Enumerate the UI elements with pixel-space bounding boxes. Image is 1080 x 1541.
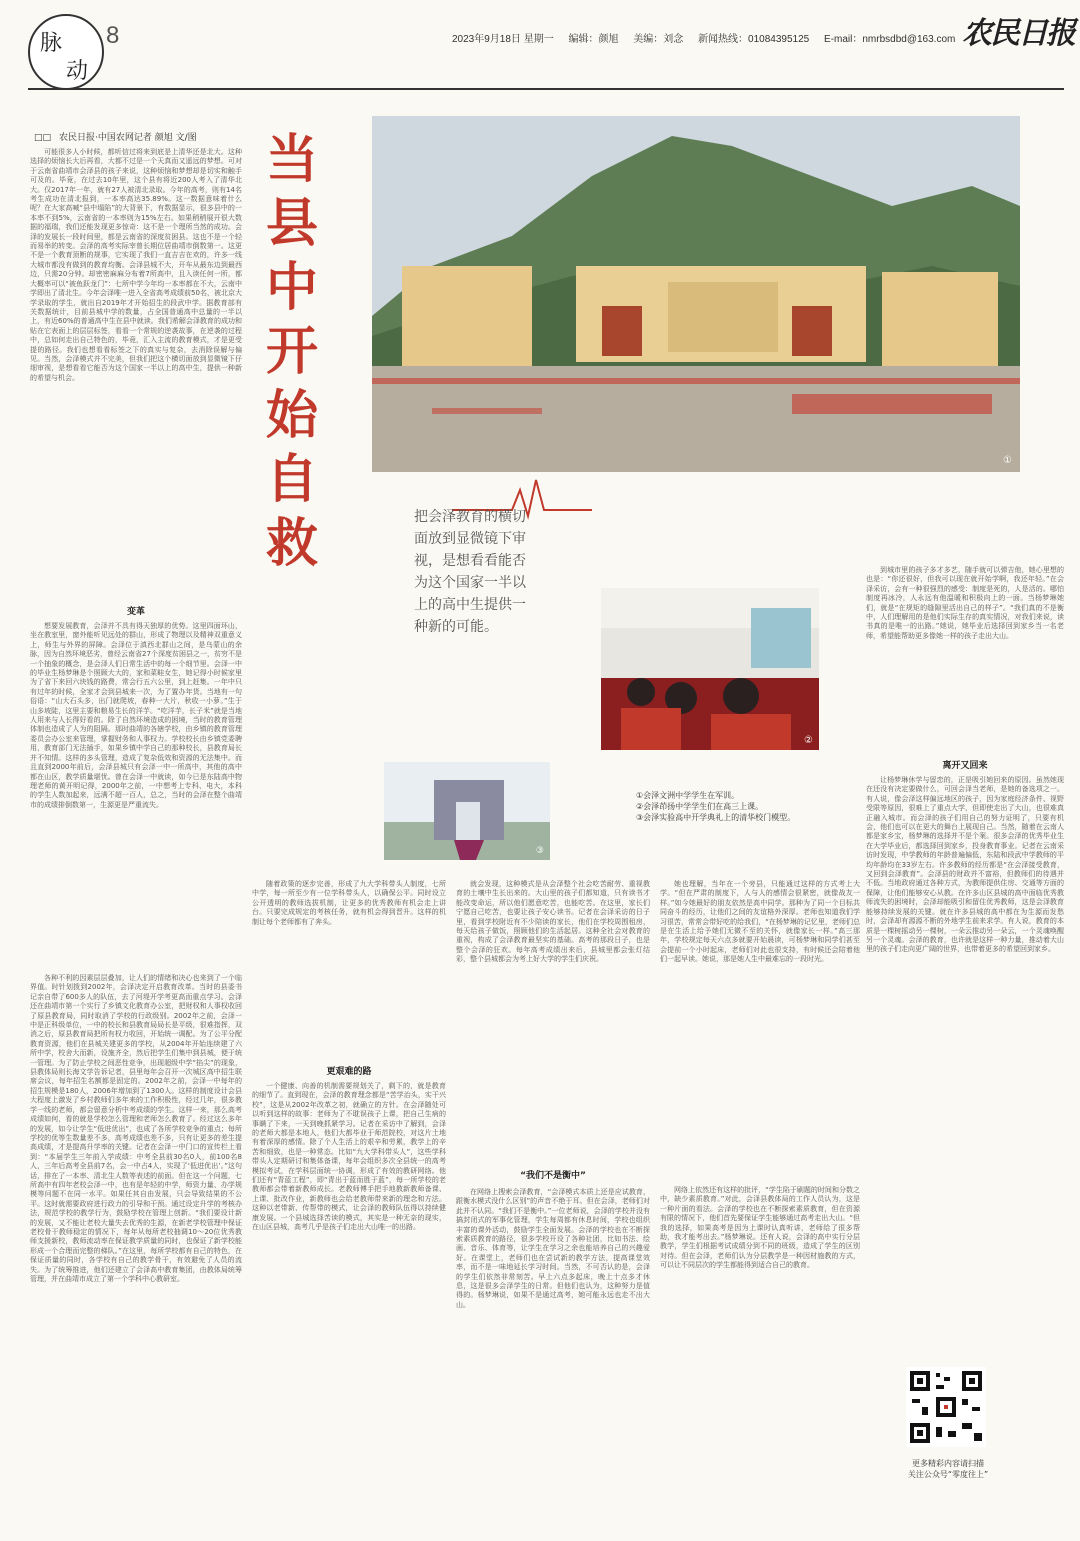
photo-classroom xyxy=(601,588,819,750)
caption-3: ③会泽实验高中开学典礼上的清华校门模型。 xyxy=(636,813,796,822)
section-char-2: 动 xyxy=(66,59,89,84)
article-column-3b xyxy=(456,1188,650,1530)
col2-cont: 随着政策的逐步完善，形成了九大学科带头人制度，七所中学，每一所至少有一位学科带头人，以确保公平。同时设立公开透明的教师选拔机制，让更多的优秀教师有机会走上讲台。只要完成规定的考核任务，就有机会得到晋升。这样的机制让每个老师都有了奔头。 xyxy=(252,880,446,926)
caption-2: ②会泽茚扬中学学生们在高三上课。 xyxy=(636,802,764,811)
photo-mark-3: ③ xyxy=(535,846,544,856)
article-column-4 xyxy=(660,880,860,1180)
section-char-1: 脉 xyxy=(40,31,63,56)
header-divider xyxy=(28,88,1064,90)
section-badge xyxy=(28,14,104,90)
photo-gate-model xyxy=(384,762,550,860)
header-info xyxy=(452,30,967,45)
qr-caption xyxy=(888,1458,1008,1480)
caption-1: ①会泽文洲中学学生在军训。 xyxy=(636,791,740,800)
col1-end: 各种不利的因素层层叠加，让人们的情绪和决心也来到了一个临界值。时针划拨到2002年，会泽决定开启教育改革。当时的县委书记亲自带了600多人的队伍，去了河堤开学考更高而重点学习。会泽还在曲靖市第一个实行了乡镇文化教育办公室，把财权和人事权收回了原县教育局，同时取消了学校的行政级别。2002年之前，会泽一中是正科级单位，一中的校长和县教育局局长是平级，很难指挥，双消之后，原县教育局把所有权力收回，开始统一调配。为了公平分配教育资源，他们在县城关建更多的学校，从2004年开始连续建了六所中学，校舍大而新，设施齐全，然后把学生们集中到县城，便于统一管理。为了防止学校之间恶性竞争，出现超级中学“掐尖”的现象，县教体局则长海文学告诉记者，县里每年会召开一次城区高中招生联席会议，每年招生名额都是固定的。2002年之前，会泽一中每年的招生规模是180人，2006年增加到了1300人。这样的制度设计会县大程度上激发了乡村教师们多年来的工作积极性，经过几年，很多教学一线的老师，都会留意分析中考成绩的学生。这样一来，那么高考成绩如何，看的就是学校怎么管理和老师怎么教育了。经过这么多年的发展，如今让学生“低进优出”，也成了各所学校竞争的重点；每所学校的优等生数量差不多，高考成绩也差不多，只有让更多的差生提高成绩，才是提高升学率的关键。记者在会泽一中门口的宣传栏上看到：“本届学生三年前入学成绩：中考全县前30名0人，前100名8人，三年后高考全县前7名，会一中占4人，实现了‘低进优出’。”这句话，排在了一本率、清北生人数等表述的前面。但在这一个问题，七所高中有四年老校会泽一中，也有是年轻的中学，师资力量、办学规模等问题不在同一水平。如果任其自由发展，只会导致结果的不公平。这时就需要政府进行政力的引导和干预。通过设定升学的考核办法，规范学校的教学行为，鼓励学校在管理上创新。“我们要设计新的发展，又不能让老校大量失去优秀的生源，在新老学校管理中保证老校骨干教师稳定的情况下，每年从每所老校抽调10～20位优秀教师支援新校，教师流动率在保证教学质量的同时，也保证了新学校能形成一个合理而完整的梯队。”在这里，每所学校都有自己的特色，在保证质量的同时，各学校有自己的教学骨干，有效避免了人员的流失。为了统筹推进，他们还建立了会泽高中教育集团，由教体局统筹管理，并在曲靖市成立了第一个学科中心教研室。 xyxy=(30,974,242,1283)
col3-a: 就会发现，这种模式是从会泽整个社会吃苦耐劳、重视教育的土壤中生长出来的。大山里的孩子们都知道，只有读书才能改变命运，所以他们愿意吃苦，也能吃苦。在这里，家长们宁愿自己吃苦，也要让孩子安心读书。记者在会泽采访的日子里，看到学校附近有不少陪读的家长，他们在学校周围租房，每天给孩子做饭，照顾他们的生活起居。这种全社会对教育的重视，构成了会泽教育最坚实的基础。高考的那段日子，也是整个会泽的狂欢。每年高考成绩出来后，县城里都会张灯结彩，整个县城都会为考上好大学的学生们庆祝。 xyxy=(456,880,650,964)
photo-mark-1: ① xyxy=(1003,455,1012,466)
designer-credit: 美编：刘念 xyxy=(633,34,684,45)
subhead-harder-road: 更艰难的路 xyxy=(326,1067,372,1077)
col2-harder: 一个健康、向善的机制需要规划关了，剩下的，就是教育的细节了。直到现在，会泽的教育理念都是“苦学治头，实干兴校”，这是从2002年改革之初，就确立的方针。在会泽随处可以听到这样的故事：老师为了不耽误孩子上课，把自己生病的事瞒了下来，一天到晚抓紧学习。记者在采访中了解到，会泽的老师大都是本地人，他们大都毕业于师范院校，对这片土地有着深厚的感情。除了个人生活上的艰辛和劳累，教学上的辛苦和细致，也是一种常态。比如“九大学科带头人”，这些学科带头人定期研讨和集体备课，每年会组织多次全县统一的高考模拟考试，在学科层面统一协调，形成了有效的教研网络。他们还有“青蓝工程”，即“青出于蓝而胜于蓝”，每一所学校的老教师都会带着新教师成长。老教师傅手把手地教新教师备课、上课、批改作业，新教师也会给老教师带来新的理念和方法。这种以老带新、传帮带的模式，让会泽的教师队伍得以持续健康发展。一个县城选择苦读的模式，其实是一种无奈的现实，在山区县城，高考几乎是孩子们走出大山唯一的出路。 xyxy=(252,1082,446,1232)
qr-code[interactable] xyxy=(906,1367,986,1447)
editor-credit: 编辑：颜旭 xyxy=(568,34,619,45)
page-number: 8 xyxy=(106,22,120,49)
article-column-1c xyxy=(30,974,242,1530)
newspaper-logo: 农民日报 xyxy=(962,16,1074,51)
article-column-5b xyxy=(866,776,1064,1356)
photo-school-campus xyxy=(372,116,1020,472)
byline xyxy=(34,130,214,143)
subhead-leave-return: 离开又回来 xyxy=(942,761,988,771)
news-hotline: 新闻热线：01084395125 xyxy=(698,34,810,45)
subhead-not-involution: “我们不是衡中” xyxy=(520,1171,586,1181)
col1-intro: 可能很多人小时候，都听信过将来到底是上清华还是北大。这种选择的烦恼长大后再看，大都不过是一个天真而又遥远的梦想。可对于云南省曲靖市会泽县的孩子来说，这种烦恼和梦想却是切实和触手可及的。毕竟，在过去10年里，这个县有将近200人考入了清华北大。仅2017年一年，就有27人被清北录取。今年的高考，则有14名考生成功在清北报到，一本率高达35.89%。这一数据意味着什么呢？在大家高喊“县中塌陷”的大背景下，有数据显示，很多县中的一本率不到5%，云南省的一本率则为15%左右。如果稍稍展开很大数据的福瑞，我们还能发现更多惊奇：这不是一个理所当然的成功。会泽的发展长一段时间里，都是云南省的深度贫困县。这也不是一个轻而易举的转变。会泽的高考实际宰曾长期位居曲靖市倒数第一。这更不是一个教育顶断的规事，它实现了我们一直吉吉在欢的，许多一线大城市都没有做到的教育均衡。会泽县城不大，开车从最东边到最西边，只需20分钟。却密密麻麻分布着7所高中，且入读任何一所，都大概率可以“被鱼跃龙门”：七所中学今年均一本率都在不大，云南中学即出了清北生。今年会泽唯一进入全省高考成绩前50名，被北京大学录取的学生，就出自2019年才开始招生的段武中学。据教育部有关数据统计，目前县城中学的数量，占全国普通高中总量的一半以上，有近60%的普通高中生在县中就读。我们希解会泽教育的成功和贴在它表面上的层层标签，看看一个常规的逆袭故事，在逆袭的过程中，总如何走出自己特色的，毕竟，汇入主流的教育模式，才是更受提的路径。我们也想看看标签之下的真实与复杂，去消除误解与偏见。当然，会泽模式并不完美，但我们把这个横切面放到显微镜下仔细审视，是想看看它能否为这个国家一半以上的高中生，提供一种新的希望与机会。 xyxy=(30,148,242,382)
byline-text: 农民日报·中国农网记者 颜旭 文/图 xyxy=(59,133,197,143)
contact-email: E-mail：nmrbsdbd@163.com xyxy=(824,34,956,45)
col5-b: 让杨梦琳休学与留恋的，正是吸引她回来的原因。虽然她现在还没有决定要做什么，可回会泽当老师，是她的备选项之一。有人说，像会泽这样偏远地区的孩子，因为家庭经济条件、视野受限等原因，很难上了重点大学，但即使走出了大山，也很难真正融入城市。而会泽的孩子们用自己的努力证明了，只要有机会，他们也可以在更大的舞台上展现自己。当然，随着在云南人都是家乡宝，杨梦琳的选择并不是个案。很多会泽的优秀毕业生在大学毕业后，都选择回到家乡，投身教育事业。记者在云南采访时发现，中学教师的年龄普遍偏低，东陆和段武中学教师的平均年龄均在33岁左右。许多教师的经历都是“在会泽接受教育，又回到会泽教育”。会泽县的财政并不富裕，但教师们的待遇并不低。当地政府通过各种方式，为教师提供住房、交通等方面的保障，让他们能够安心从教。在许多山区县城的高中面临优秀教师流失的困境时，会泽却能吸引和留住优秀教师，这是会泽教育能够持续发展的关键。就在许多县城的高中都在为生源而发愁时，会泽却有源源不断的外地学生前来求学。有人说，教育的本质是一棵树摇动另一棵树，一朵云推动另一朵云，一个灵魂唤醒另一个灵魂。会泽的教育，也许就是这样一种力量，推动着大山里的孩子们走向更广阔的世界，也带着更多的希望回到家乡。 xyxy=(866,776,1064,954)
photo-captions xyxy=(636,790,795,823)
article-column-4b xyxy=(660,1186,860,1530)
photo-mark-2: ② xyxy=(804,735,813,746)
headline: 当县中开始自救 xyxy=(265,129,318,574)
col5-a: 到城市里的孩子多才多艺，随手就可以弹吉他，她心里想的也是：“你还很好，但我可以现在就开始学啊，我还年轻。”在会泽采访，会有一种很强烈的感受：制度是死的，人是活的。哪怕制度再冰冷，人永远有他温暖和积极向上的一面。当杨梦琳她们，就是“在规矩的缝隙里活出自己的样子”。“我们真的不是衡中，人们理解用的是他们实际生存的真实情况，对我们来说，读书真的是唯一的出路。”她说，她毕业后选择回到家乡当一名老师，希望能帮助更多像她一样的孩子走出大山。 xyxy=(866,566,1064,640)
article-column-2 xyxy=(252,880,446,1060)
pull-quote: 把会泽教育的横切面放到显微镜下审视，是想看看能否为这个国家一半以上的高中生提供一种新的可能。 xyxy=(414,509,526,635)
qr-caption-line1: 更多精彩内容请扫描 xyxy=(912,1459,984,1468)
article-column-3 xyxy=(456,880,650,1162)
article-column-1b xyxy=(30,622,242,970)
article-column-1 xyxy=(30,148,242,598)
col4-a: 她也理解，当年在一个旁县，只能通过这样的方式考上大学。“但在严肃的制度下，人与人的感情会很紧密，就像战友一样。”如今她最好的朋友依然是高中同学。那种为了同一个目标共同奋斗的经历，让他们之间的友谊格外深厚。老师也知道我们学习很苦，常常会带好吃的给我们，“在杨梦琳的记忆里，老师们总是在生活上给予她们无微不至的关怀，就像家长一样。”高三那年，学校规定每天六点多就要开始晨读，可杨梦琳和同学们甚至会提前一个小时起床，老师们对此也很支持，有时候还会陪着他们一起早读。她说，那是她人生中最难忘的一段时光。 xyxy=(660,880,860,964)
byline-marks: □□ xyxy=(34,133,52,143)
col3-b: 在网络上搜索会泽教育，“会泽模式本质上还是应试教育，跟衡水模式没什么区别”的声音不绝于耳。但在会泽，老师们对此并不认同。“我们不是衡中。”一位老师说，会泽的学校并没有搞封闭式的军事化管理，学生每周都有休息时间，学校也组织丰富的课外活动，鼓励学生全面发展。会泽的学校也在不断探索素质教育的路径，很多学校开设了各种社团，比如书法、绘画、音乐、体育等，让学生在学习之余也能培养自己的兴趣爱好。在课堂上，老师们也在尝试新的教学方法，提高课堂效率，而不是一味地延长学习时间。当然，不可否认的是，会泽的学生们依然非常刻苦。早上六点多起床，晚上十点多才休息，这是很多会泽学生的日常。但他们也认为，这种努力是值得的。杨梦琳说，如果不是通过高考，她可能永远也走不出大山。 xyxy=(456,1188,650,1309)
col1-change: 想要发展教育，会泽并不具有得天独厚的优势。这里四面环山，坐在教室里，窗外能听见远处的群山，形成了物理以及精神双重意义上，师生与外界的屏障。会泽位于滇西北群山之间，是乌蒙山的余脉，因为自然环境恶劣，曾经云南省27个深度贫困县之一，贫穷不是一个抽象的概念，是会泽人们日常生活中的每一个细节里。会泽一中的毕业生杨梦琳是个照顾大大的，家和菜畦女生，她记得小时候家里为了省下来回六块钱的路费，常会行五六公里，到上赶集。一年中只有过年的时候，全家才会到县城来一次，为了置办年货。当地有一句俗语：“山大石头多，出门就爬坡，春种一大片，秋收一小萝。”生于山多坡陡，这里主要和粮易生长的洋芋。“吃洋芋，长子米”就是当地人用来与人长得好看的。除了自然环境造成的困境，当时的教育管理体制也造成了人为的阻隔。那时曲靖的各辖学校，由乡镇的教育管理委员会办公室来管理，掌握财务和人事权力。学校校长由乡镇党委聘用，教育部门无法插手，如果乡镇中学自己的那种校长，县教育局长并不知情。这样的多头管理，造成了复杂低效和资源的无法集中。而且直到2000年前后，会泽县城只有会泽一中一所高中，其他的高中都在山区，教学质量堪忧。曾在会泽一中就读，如今已是东陆高中物理老师的黄开明记得，2000年之前，一中想考上专科、电大，本科的学生人数加起来，远满不超一百人，总之，当时的会泽在整个曲靖市的成绩排倒数第一，生源更是严重流失。 xyxy=(30,622,242,809)
col4-b: 网络上依然还有这样的批评，“学生陷于刷题的时间和分数之中，缺少素质教育。”对此，会泽县教体局的工作人员认为，这是一种片面的看法。会泽的学校也在不断探索素质教育，但在资源有限的情况下，他们首先要保证学生能够通过高考走出大山。“但我的选择，如果高考是因为上课时认真听讲，老师给了很多帮助，我才能考出去。”杨梦琳说。还有人说，会泽的高中实行分层教学，学生们根据考试成绩分到不同的班级，造成了学生的区别对待。但在会泽，老师们认为分层教学是一种因材施教的方式，可以让不同层次的学生都能得到适合自己的教育。 xyxy=(660,1186,860,1270)
subhead-change: 变革 xyxy=(126,607,145,617)
issue-date: 2023年9月18日 星期一 xyxy=(452,34,554,45)
article-column-5 xyxy=(866,566,1064,750)
qr-caption-line2: 关注公众号“零度往上” xyxy=(907,1470,989,1479)
article-column-2b xyxy=(252,1082,446,1530)
